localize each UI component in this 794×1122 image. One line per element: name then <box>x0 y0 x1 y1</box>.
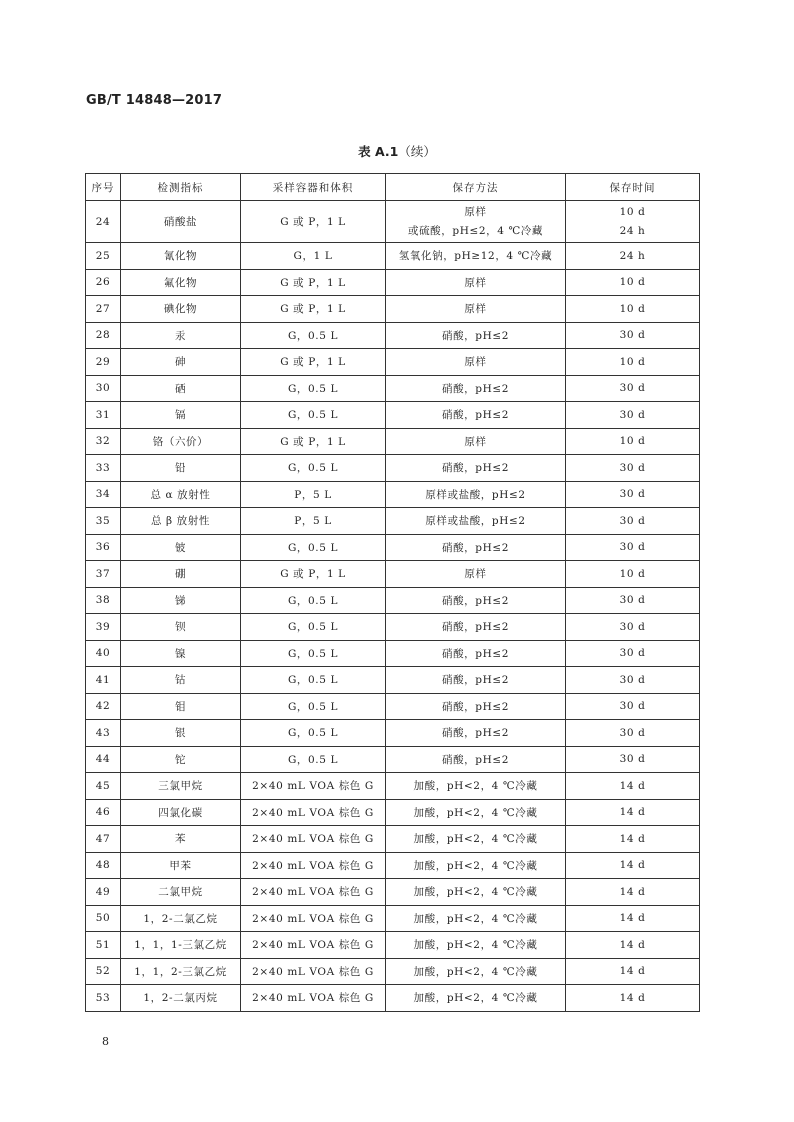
table-row <box>86 746 700 773</box>
cell-container: 2×40 mL VOA 棕色 G <box>241 932 386 959</box>
cell-time: 30 d <box>566 640 700 667</box>
cell-seq: 33 <box>86 455 121 482</box>
cell-method: 硝酸，pH≤2 <box>386 455 566 482</box>
table-row <box>86 402 700 429</box>
cell-method: 加酸，pH<2，4 ℃冷藏 <box>386 799 566 826</box>
cell-indicator: 1，1，2-三氯乙烷 <box>121 958 241 985</box>
cell-container: 2×40 mL VOA 棕色 G <box>241 879 386 906</box>
cell-container: 2×40 mL VOA 棕色 G <box>241 826 386 853</box>
cell-method: 氢氧化钠，pH≥12，4 ℃冷藏 <box>386 243 566 270</box>
cell-time: 14 d <box>566 905 700 932</box>
cell-indicator: 银 <box>121 720 241 747</box>
cell-seq: 29 <box>86 349 121 376</box>
cell-method: 原样 <box>386 349 566 376</box>
cell-seq: 35 <box>86 508 121 535</box>
cell-container: G，1 L <box>241 243 386 270</box>
cell-line: 或硫酸，pH≤2，4 ℃冷藏 <box>407 224 544 237</box>
cell-indicator: 碘化物 <box>121 296 241 323</box>
cell-indicator: 镍 <box>121 640 241 667</box>
cell-seq: 43 <box>86 720 121 747</box>
table-row <box>86 905 700 932</box>
cell-indicator: 硼 <box>121 561 241 588</box>
table-row <box>86 720 700 747</box>
cell-indicator: 1，2-二氯乙烷 <box>121 905 241 932</box>
cell-seq: 41 <box>86 667 121 694</box>
cell-container: G，0.5 L <box>241 375 386 402</box>
cell-indicator: 钼 <box>121 693 241 720</box>
table-row <box>86 587 700 614</box>
cell-time: 14 d <box>566 826 700 853</box>
cell-time: 30 d <box>566 534 700 561</box>
cell-seq: 32 <box>86 428 121 455</box>
cell-container: P，5 L <box>241 481 386 508</box>
cell-time: 14 d <box>566 958 700 985</box>
cell-seq: 39 <box>86 614 121 641</box>
cell-indicator: 铅 <box>121 455 241 482</box>
cell-seq: 53 <box>86 985 121 1012</box>
cell-time: 30 d <box>566 667 700 694</box>
cell-time: 30 d <box>566 720 700 747</box>
cell-time: 10 d <box>566 561 700 588</box>
cell-time: 24 h <box>566 243 700 270</box>
cell-seq: 46 <box>86 799 121 826</box>
cell-container: 2×40 mL VOA 棕色 G <box>241 852 386 879</box>
cell-indicator: 钴 <box>121 667 241 694</box>
table-row <box>86 640 700 667</box>
cell-container: G，0.5 L <box>241 693 386 720</box>
cell-method: 硝酸，pH≤2 <box>386 720 566 747</box>
cell-seq: 37 <box>86 561 121 588</box>
table-row <box>86 932 700 959</box>
cell-indicator: 二氯甲烷 <box>121 879 241 906</box>
cell-method: 加酸，pH<2，4 ℃冷藏 <box>386 826 566 853</box>
table-row <box>86 428 700 455</box>
cell-container: G 或 P，1 L <box>241 201 386 243</box>
cell-method: 加酸，pH<2，4 ℃冷藏 <box>386 879 566 906</box>
cell-seq: 24 <box>86 201 121 243</box>
cell-method: 硝酸，pH≤2 <box>386 375 566 402</box>
cell-method: 硝酸，pH≤2 <box>386 402 566 429</box>
cell-seq: 50 <box>86 905 121 932</box>
col-header-seq: 序号 <box>86 174 121 201</box>
cell-method <box>386 201 566 243</box>
cell-indicator: 铍 <box>121 534 241 561</box>
cell-time: 30 d <box>566 455 700 482</box>
cell-method: 加酸，pH<2，4 ℃冷藏 <box>386 958 566 985</box>
cell-seq: 26 <box>86 269 121 296</box>
cell-method: 原样 <box>386 269 566 296</box>
cell-time: 30 d <box>566 693 700 720</box>
cell-method: 硝酸，pH≤2 <box>386 693 566 720</box>
cell-indicator: 三氯甲烷 <box>121 773 241 800</box>
cell-indicator: 苯 <box>121 826 241 853</box>
cell-method: 硝酸，pH≤2 <box>386 534 566 561</box>
cell-time: 10 d <box>566 296 700 323</box>
cell-seq: 36 <box>86 534 121 561</box>
document-code: GB/T 14848—2017 <box>86 93 223 108</box>
cell-time: 30 d <box>566 322 700 349</box>
cell-indicator: 铬（六价） <box>121 428 241 455</box>
cell-time: 14 d <box>566 985 700 1012</box>
table-row <box>86 958 700 985</box>
table-row <box>86 375 700 402</box>
table-row <box>86 201 700 243</box>
cell-time: 10 d <box>566 428 700 455</box>
cell-method: 原样或盐酸，pH≤2 <box>386 481 566 508</box>
cell-time: 10 d <box>566 269 700 296</box>
cell-indicator: 四氯化碳 <box>121 799 241 826</box>
cell-seq: 28 <box>86 322 121 349</box>
cell-indicator: 砷 <box>121 349 241 376</box>
cell-seq: 42 <box>86 693 121 720</box>
cell-method: 硝酸，pH≤2 <box>386 614 566 641</box>
table-row <box>86 481 700 508</box>
cell-time: 14 d <box>566 932 700 959</box>
cell-container: G，0.5 L <box>241 720 386 747</box>
cell-seq: 49 <box>86 879 121 906</box>
cell-time: 30 d <box>566 614 700 641</box>
cell-time: 30 d <box>566 587 700 614</box>
cell-line: 原样 <box>464 205 487 218</box>
cell-method: 原样或盐酸，pH≤2 <box>386 508 566 535</box>
cell-container: 2×40 mL VOA 棕色 G <box>241 773 386 800</box>
cell-indicator: 总 α 放射性 <box>121 481 241 508</box>
table-row <box>86 667 700 694</box>
cell-method: 加酸，pH<2，4 ℃冷藏 <box>386 905 566 932</box>
preservation-table <box>85 173 700 1012</box>
cell-time: 30 d <box>566 508 700 535</box>
table-row <box>86 349 700 376</box>
cell-method: 加酸，pH<2，4 ℃冷藏 <box>386 985 566 1012</box>
cell-indicator: 硝酸盐 <box>121 201 241 243</box>
cell-method: 硝酸，pH≤2 <box>386 587 566 614</box>
table-header-row <box>86 174 700 201</box>
table-row <box>86 985 700 1012</box>
cell-container: 2×40 mL VOA 棕色 G <box>241 985 386 1012</box>
cell-indicator: 甲苯 <box>121 852 241 879</box>
cell-line: 10 d <box>619 205 646 218</box>
cell-method: 原样 <box>386 561 566 588</box>
cell-time: 30 d <box>566 402 700 429</box>
table-row <box>86 322 700 349</box>
table-row <box>86 826 700 853</box>
cell-method: 硝酸，pH≤2 <box>386 322 566 349</box>
cell-container: G，0.5 L <box>241 614 386 641</box>
cell-seq: 47 <box>86 826 121 853</box>
cell-container: G，0.5 L <box>241 402 386 429</box>
cell-seq: 52 <box>86 958 121 985</box>
cell-method: 加酸，pH<2，4 ℃冷藏 <box>386 852 566 879</box>
cell-line: 24 h <box>619 224 646 237</box>
col-header-time: 保存时间 <box>566 174 700 201</box>
cell-container: G，0.5 L <box>241 746 386 773</box>
cell-container: G，0.5 L <box>241 587 386 614</box>
cell-method: 加酸，pH<2，4 ℃冷藏 <box>386 932 566 959</box>
cell-container: G 或 P，1 L <box>241 428 386 455</box>
table-row <box>86 534 700 561</box>
table-row <box>86 614 700 641</box>
table-row <box>86 296 700 323</box>
cell-container: G，0.5 L <box>241 640 386 667</box>
cell-method: 原样 <box>386 428 566 455</box>
cell-indicator: 1，1，1-三氯乙烷 <box>121 932 241 959</box>
cell-container: G 或 P，1 L <box>241 269 386 296</box>
cell-container: G，0.5 L <box>241 667 386 694</box>
cell-seq: 31 <box>86 402 121 429</box>
cell-indicator: 总 β 放射性 <box>121 508 241 535</box>
table-caption-title: 表 A.1 <box>358 144 399 159</box>
page-number: 8 <box>102 1035 109 1048</box>
table-row <box>86 243 700 270</box>
cell-indicator: 铊 <box>121 746 241 773</box>
cell-container: G 或 P，1 L <box>241 296 386 323</box>
table-row <box>86 852 700 879</box>
cell-indicator: 氟化物 <box>121 269 241 296</box>
cell-container: G 或 P，1 L <box>241 561 386 588</box>
cell-container: P，5 L <box>241 508 386 535</box>
cell-method: 加酸，pH<2，4 ℃冷藏 <box>386 773 566 800</box>
cell-indicator: 汞 <box>121 322 241 349</box>
cell-container: 2×40 mL VOA 棕色 G <box>241 799 386 826</box>
cell-seq: 48 <box>86 852 121 879</box>
cell-indicator: 钡 <box>121 614 241 641</box>
table-row <box>86 508 700 535</box>
cell-container: G，0.5 L <box>241 534 386 561</box>
col-header-method: 保存方法 <box>386 174 566 201</box>
cell-container: 2×40 mL VOA 棕色 G <box>241 905 386 932</box>
cell-seq: 30 <box>86 375 121 402</box>
cell-indicator: 硒 <box>121 375 241 402</box>
table-row <box>86 455 700 482</box>
col-header-indicator: 检测指标 <box>121 174 241 201</box>
cell-time: 14 d <box>566 852 700 879</box>
table-row <box>86 269 700 296</box>
cell-container: 2×40 mL VOA 棕色 G <box>241 958 386 985</box>
cell-container: G，0.5 L <box>241 322 386 349</box>
cell-time: 10 d <box>566 349 700 376</box>
cell-seq: 25 <box>86 243 121 270</box>
cell-seq: 45 <box>86 773 121 800</box>
cell-time: 14 d <box>566 799 700 826</box>
cell-time: 30 d <box>566 375 700 402</box>
table-caption <box>0 142 794 160</box>
cell-time: 14 d <box>566 879 700 906</box>
cell-seq: 51 <box>86 932 121 959</box>
col-header-container: 采样容器和体积 <box>241 174 386 201</box>
cell-time: 30 d <box>566 481 700 508</box>
cell-seq: 44 <box>86 746 121 773</box>
cell-indicator: 氰化物 <box>121 243 241 270</box>
cell-seq: 38 <box>86 587 121 614</box>
table-row <box>86 799 700 826</box>
table-body <box>86 201 700 1012</box>
table-row <box>86 561 700 588</box>
cell-indicator: 1，2-二氯丙烷 <box>121 985 241 1012</box>
cell-container: G，0.5 L <box>241 455 386 482</box>
cell-seq: 27 <box>86 296 121 323</box>
cell-seq: 40 <box>86 640 121 667</box>
cell-indicator: 锑 <box>121 587 241 614</box>
cell-time: 30 d <box>566 746 700 773</box>
table-caption-continued: （续） <box>398 144 436 159</box>
table-row <box>86 693 700 720</box>
cell-time <box>566 201 700 243</box>
cell-method: 原样 <box>386 296 566 323</box>
cell-container: G 或 P，1 L <box>241 349 386 376</box>
cell-method: 硝酸，pH≤2 <box>386 746 566 773</box>
cell-method: 硝酸，pH≤2 <box>386 640 566 667</box>
table-row <box>86 879 700 906</box>
table-row <box>86 773 700 800</box>
cell-method: 硝酸，pH≤2 <box>386 667 566 694</box>
cell-indicator: 镉 <box>121 402 241 429</box>
cell-seq: 34 <box>86 481 121 508</box>
cell-time: 14 d <box>566 773 700 800</box>
